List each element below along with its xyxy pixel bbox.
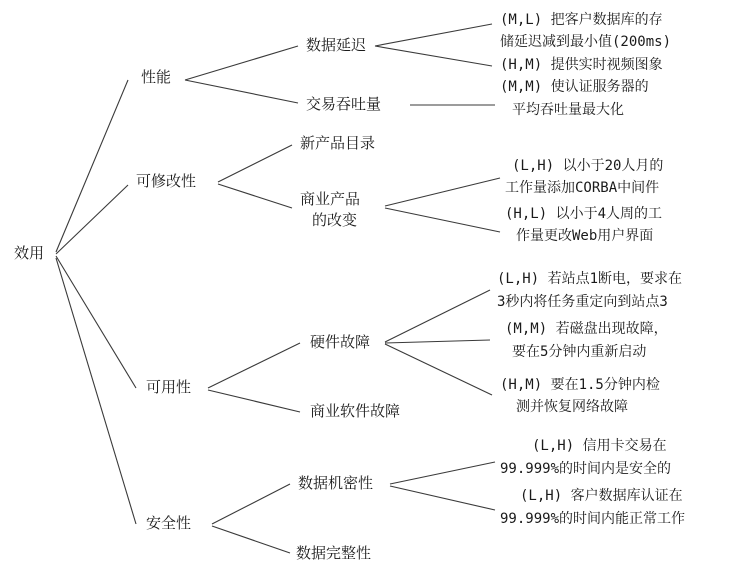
edge-latency-s1	[375, 24, 492, 46]
scenario-throughput-line-2: 平均吞吐量最大化	[512, 102, 624, 118]
edge-mod-catalog	[218, 145, 292, 182]
refinement-business-product-change-line-2: 的改变	[312, 211, 358, 229]
scenario-db-auth-line-1: (L,H) 客户数据库认证在	[520, 488, 683, 504]
refinement-data-confidentiality: 数据机密性	[298, 474, 374, 492]
edge-sec-confidentiality	[212, 484, 290, 524]
refinement-transaction-throughput: 交易吞吐量	[306, 95, 382, 113]
edge-confid-s2	[390, 486, 495, 510]
scenario-latency-line-1: (M,L) 把客户数据库的存	[500, 12, 663, 28]
edge-root-availability	[56, 256, 136, 388]
refinement-data-latency: 数据延迟	[306, 36, 367, 54]
edge-root-security	[56, 258, 136, 524]
edge-business-s1	[385, 178, 500, 206]
edge-perf-throughput	[185, 80, 298, 103]
refinement-business-product-change-line-1: 商业产品	[300, 190, 361, 208]
scenario-site-power-line-1: (L,H) 若站点1断电，要求在	[497, 271, 683, 287]
scenario-credit-card-line-1: (L,H) 信用卡交易在	[532, 438, 667, 454]
scenario-disk-failure-line-2: 要在5分钟内重新启动	[512, 344, 647, 360]
scenario-web-ui-line-1: (H,L) 以小于4人周的工	[505, 206, 663, 222]
edge-latency-s2	[375, 46, 492, 66]
refinement-data-integrity: 数据完整性	[296, 544, 372, 562]
scenario-corba-line-1: (L,H) 以小于20人月的	[512, 158, 664, 174]
scenario-network-line-1: (H,M) 要在1.5分钟内检	[500, 377, 660, 393]
attribute-availability: 可用性	[146, 378, 192, 396]
edge-confid-s1	[390, 462, 495, 484]
refinement-hardware-failure: 硬件故障	[310, 333, 371, 351]
scenario-video-line-1: (H,M) 提供实时视频图象	[500, 57, 663, 73]
edge-hardware-s2	[385, 340, 490, 343]
scenario-credit-card-line-2: 99.999%的时间内是安全的	[500, 461, 672, 477]
edge-perf-latency	[185, 46, 298, 80]
edge-sec-integrity	[212, 526, 290, 553]
edge-root-performance	[56, 80, 128, 252]
scenario-network-line-2: 测并恢复网络故障	[516, 399, 628, 415]
edge-mod-business	[218, 184, 292, 208]
attribute-security: 安全性	[146, 514, 192, 532]
edge-hardware-s1	[385, 290, 490, 342]
scenario-web-ui-line-2: 作量更改Web用户界面	[516, 228, 654, 244]
scenario-latency-line-2: 储延迟减到最小值(200ms)	[500, 34, 672, 50]
scenario-corba-line-2: 工作量添加CORBA中间件	[505, 180, 660, 196]
attribute-performance: 性能	[141, 68, 172, 86]
scenario-throughput-line-1: (M,M) 使认证服务器的	[500, 79, 649, 95]
edge-avail-hardware	[208, 343, 300, 388]
attribute-modifiability: 可修改性	[136, 172, 197, 190]
scenario-db-auth-line-2: 99.999%的时间内能正常工作	[500, 511, 686, 527]
edge-business-s2	[385, 208, 500, 232]
refinement-new-product-catalog: 新产品目录	[300, 134, 376, 152]
refinement-commercial-software-failure: 商业软件故障	[310, 402, 401, 420]
edge-root-modifiability	[56, 185, 128, 254]
scenario-site-power-line-2: 3秒内将任务重定向到站点3	[497, 294, 668, 310]
edge-avail-software	[208, 390, 300, 412]
edge-hardware-s3	[385, 344, 492, 395]
tree-root-utility: 效用	[14, 244, 45, 262]
scenario-disk-failure-line-1: (M,M) 若磁盘出现故障，	[505, 321, 668, 337]
